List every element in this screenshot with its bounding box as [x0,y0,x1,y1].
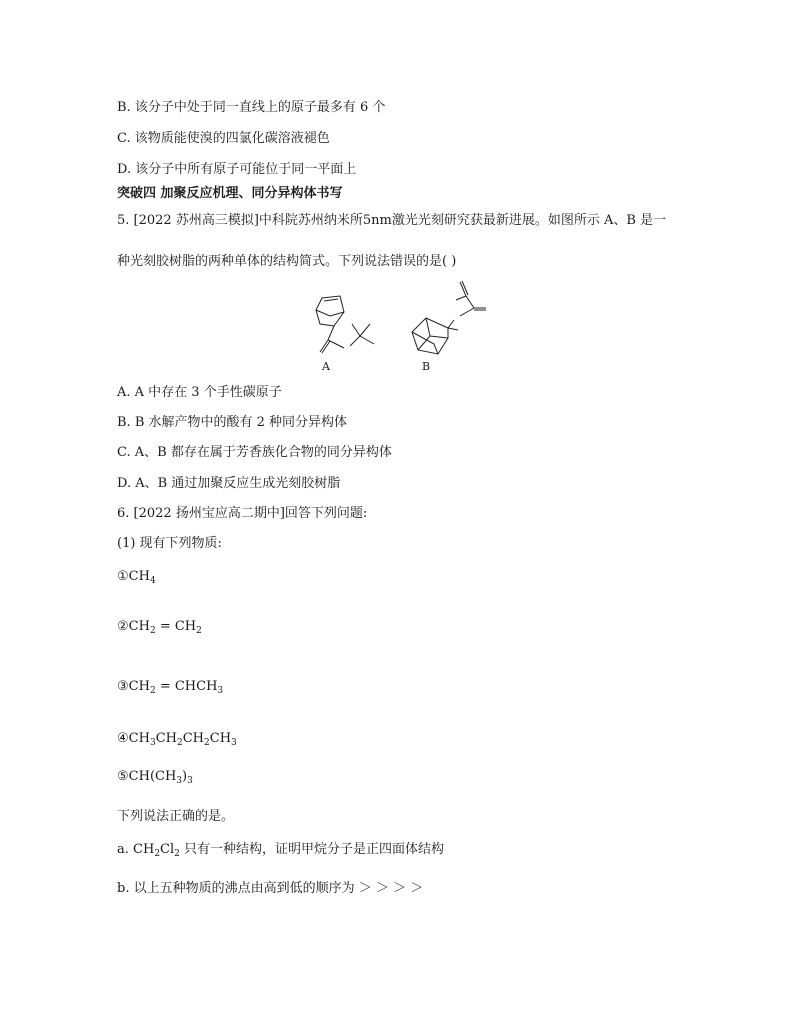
option-d-prev: D. 该分子中所有原子可能位于同一平面上 [117,162,357,177]
substance-3: $③CH_2$ = $CHCH_3$ [117,679,224,696]
substance-5: $⑤CH(CH_3)_3$ [117,769,193,786]
molecule-a-structure [300,290,390,360]
substance-2: $②CH_2 = CH_2$ [117,619,202,636]
q6-lead: 下列说法正确的是。 [117,809,235,824]
q5-option-d: D. A、B 通过加聚反应生成光刻胶树脂 [117,476,341,491]
q6-statement-b: b. 以上五种物质的沸点由高到低的顺序为 ＞ ＞ ＞ ＞ [117,881,424,896]
q6-statement-a: a. $CH_2Cl_2$ 只有一种结构，证明甲烷分子是正四面体结构 [117,842,445,859]
molecule-b-structure [400,278,500,360]
option-c-prev: C. 该物质能使溴的四氯化碳溶液褪色 [117,131,330,146]
q6-stem: 6. [2022 扬州宝应高二期中]回答下列问题: [117,506,368,521]
q5-option-b: B. B 水解产物中的酸有 2 种同分异构体 [117,415,348,430]
q5-stem-line2: 种光刻胶树脂的两种单体的结构简式。下列说法错误的是( ) [117,254,457,269]
substance-4: $④CH_3CH_2CH_2CH_3$ [117,731,237,748]
substance-1: $①CH_4$ [117,569,156,586]
q5-stem-line1: 5. [2022 苏州高三模拟]中科院苏州纳米所5nm激光光刻研究获最新进展。如图所示 A、B 是一 [117,213,667,228]
q5-option-c: C. A、B 都存在属于芳香族化合物的同分异构体 [117,445,392,460]
label-b: B [422,360,431,373]
q6-part1: (1) 现有下列物质: [117,536,222,551]
section-title: 突破四 加聚反应机理、同分异构体书写 [117,186,343,201]
q5-option-a: A. A 中存在 3 个手性碳原子 [117,385,282,400]
option-b-prev: B. 该分子中处于同一直线上的原子最多有 6 个 [117,100,386,115]
label-a: A [322,360,330,373]
